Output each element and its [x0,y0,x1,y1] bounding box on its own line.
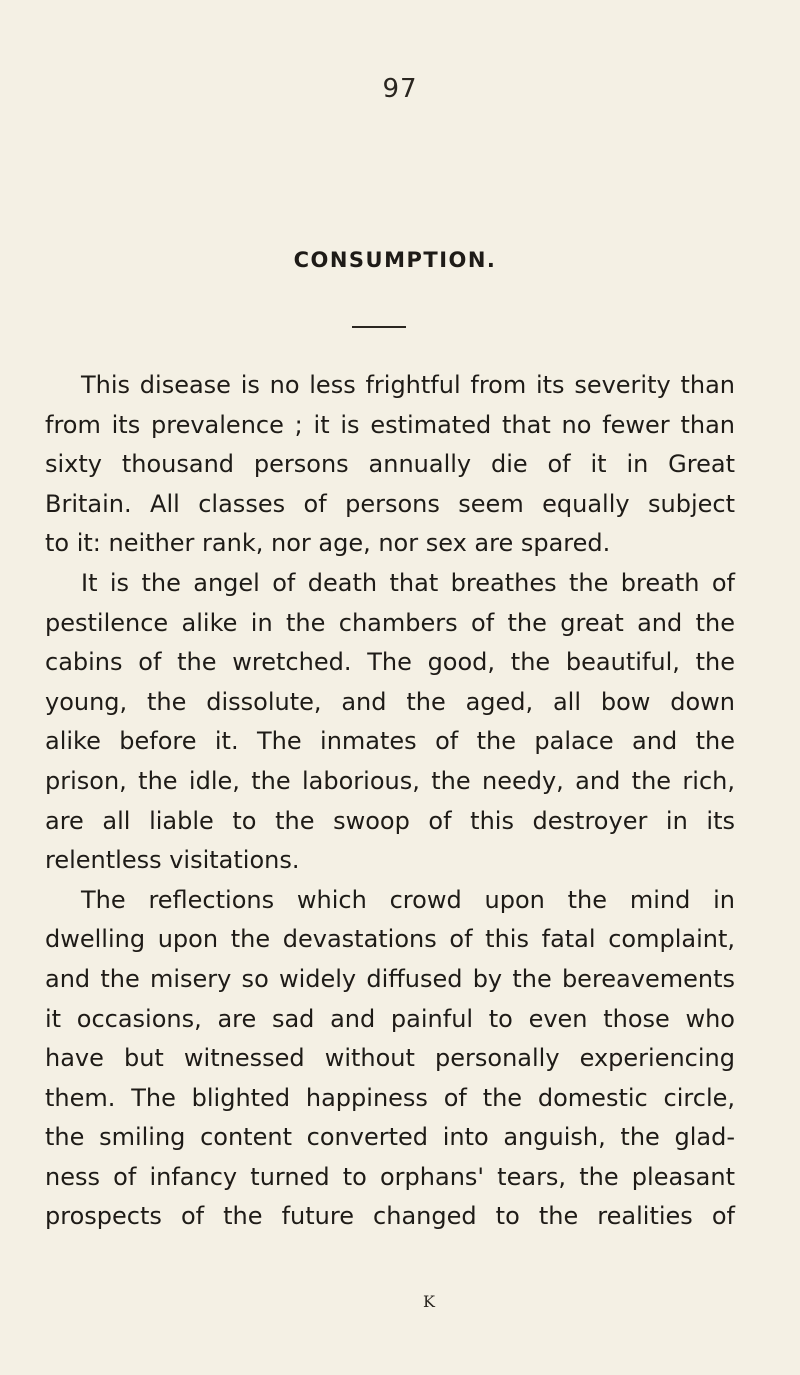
text-line: young, the dissolute, and the aged, all bow down [45,687,735,716]
title-rule [352,326,406,328]
text-line: have but witnessed without personally experiencing [45,1044,735,1073]
text-line: ness of infancy turned to orphans' tears, the pleasant [45,1162,735,1191]
text-line: cabins of the wretched. The good, the beautiful, the [45,648,735,677]
page-number: 97 [382,74,418,104]
text-line: pestilence alike in the chambers of the great and the [45,608,735,637]
text-line: prison, the idle, the laborious, the needy, and the rich, [45,766,735,795]
text-line: This disease is no less frightful from its severity than [81,371,735,399]
text-line: sixty thousand persons annually die of it in Great [45,450,735,479]
text-line: The reflections which crowd upon the mind in [81,885,735,914]
text-line: Britain. All classes of persons seem equally subject [45,489,735,518]
text-line: alike before it. The inmates of the palace and the [45,727,735,756]
text-line: to it: neither rank, nor age, nor sex are spared. [45,529,611,558]
text-line: It is the angel of death that breathes the breath of [81,568,735,597]
text-line: dwelling upon the devastations of this fatal complaint, [45,925,735,954]
signature-mark: K [423,1292,435,1311]
text-line: from its prevalence ; it is estimated that no fewer than [45,410,735,439]
text-line: relentless visitations. [45,846,300,875]
chapter-title: CONSUMPTION. [293,248,497,272]
text-line: and the misery so widely diffused by the bereavements [45,964,735,993]
text-line: the smiling content converted into anguish, the glad- [45,1123,735,1152]
text-line: them. The blighted happiness of the domestic circle, [45,1083,735,1112]
text-line: are all liable to the swoop of this destroyer in its [45,806,735,835]
text-line: it occasions, are sad and painful to even those who [45,1004,735,1033]
body-text [45,366,735,1237]
text-line: prospects of the future changed to the realities of [45,1202,735,1231]
